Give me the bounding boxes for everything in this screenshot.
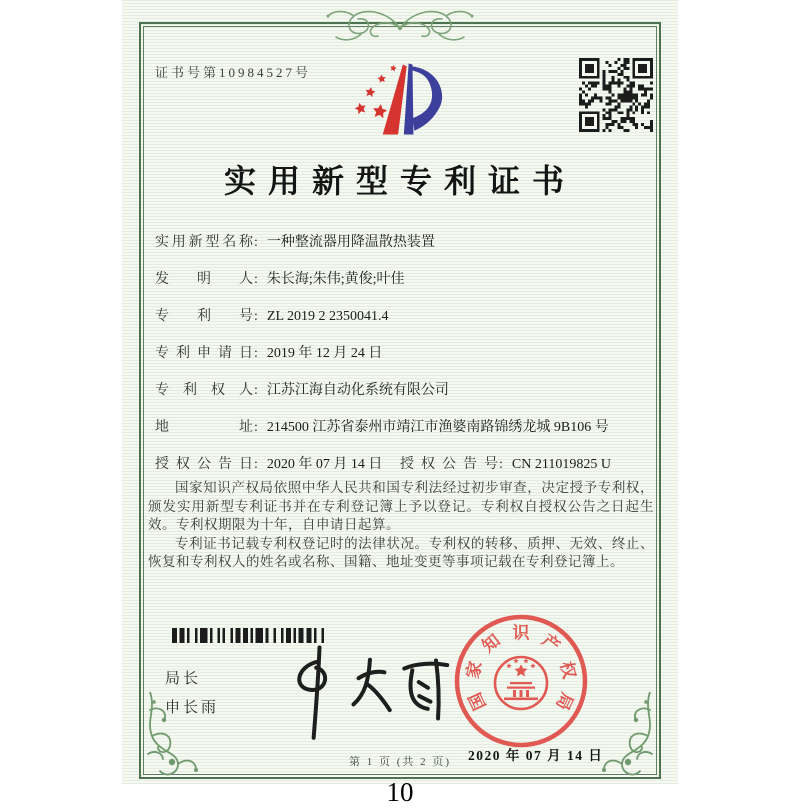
page-info: 第 1 页 (共 2 页) bbox=[348, 756, 452, 768]
legal-text bbox=[148, 479, 654, 572]
svg-text:产: 产 bbox=[538, 630, 564, 657]
svg-text:识: 识 bbox=[512, 623, 530, 643]
legal-paragraph-2: 专利证书记载专利权登记时的法律状况。专利权的转移、质押、无效、终止、恢复和专利权人的姓名或名称、国籍、地址变更等事项记载在专利登记簿上。 bbox=[148, 535, 654, 569]
field-colon: : bbox=[254, 457, 258, 472]
patentee: 江苏江海自动化系统有限公司 bbox=[266, 383, 449, 398]
officer-title: 局长 bbox=[165, 670, 202, 687]
grant-date: 2020 年 07 月 14 日 bbox=[266, 457, 383, 472]
certificate-page bbox=[122, 0, 678, 784]
svg-text:知: 知 bbox=[478, 630, 504, 657]
certificate-title: 实用新型专利证书 bbox=[223, 163, 576, 199]
svg-text:局: 局 bbox=[552, 689, 577, 714]
top-flourish-ornament bbox=[310, 4, 490, 46]
barcode-icon bbox=[172, 628, 324, 643]
field-row-filing-date bbox=[155, 342, 658, 362]
officer-signature-icon bbox=[265, 637, 463, 744]
svg-text:权: 权 bbox=[556, 659, 579, 681]
field-row-address bbox=[155, 416, 658, 436]
field-colon: : bbox=[254, 235, 258, 250]
qr-code-icon bbox=[579, 58, 653, 132]
field-colon: : bbox=[254, 420, 258, 435]
official-seal-icon bbox=[450, 610, 592, 752]
grant-number: CN 211019825 U bbox=[511, 457, 611, 472]
field-label: 专利申请日 bbox=[155, 346, 253, 361]
svg-text:家: 家 bbox=[463, 659, 486, 681]
field-label: 专利权人 bbox=[155, 383, 253, 398]
officer-name: 申长雨 bbox=[165, 699, 220, 716]
field-label: 发明人 bbox=[155, 272, 253, 287]
utility-model-name: 一种整流器用降温散热装置 bbox=[266, 235, 435, 250]
field-label: 专利号 bbox=[155, 309, 253, 324]
grant-number-pair bbox=[400, 453, 611, 473]
officer-block bbox=[165, 664, 219, 722]
field-colon: : bbox=[254, 272, 258, 287]
inventors: 朱长海;朱伟;黄俊;叶佳 bbox=[266, 272, 405, 287]
field-colon: : bbox=[254, 309, 258, 324]
seal-date: 2020 年 07 月 14 日 bbox=[468, 748, 604, 763]
patent-number: ZL 2019 2 2350041.4 bbox=[266, 309, 389, 324]
legal-paragraph-1: 国家知识产权局依照中华人民共和国专利法经过初步审查，决定授予专利权，颁发实用新型专利证书并在专利登记簿上予以登记。专利权自授权公告之日起生效。专利权期限为十年，自申请日起算。 bbox=[148, 480, 654, 532]
field-row-grant bbox=[155, 453, 658, 473]
field-label: 地址 bbox=[155, 420, 253, 435]
field-colon: : bbox=[499, 457, 503, 472]
certificate-number: 证书号第10984527号 bbox=[155, 65, 312, 80]
field-row-name bbox=[155, 231, 658, 251]
address: 214500 江苏省泰州市靖江市渔婆南路锦绣龙城 9B106 号 bbox=[266, 420, 609, 435]
field-label: 授权公告日 bbox=[155, 457, 253, 472]
cnipa-patent-logo-icon bbox=[352, 58, 448, 142]
field-row-patentee bbox=[155, 379, 658, 399]
field-row-inventors bbox=[155, 268, 658, 288]
field-colon: : bbox=[254, 383, 258, 398]
filing-date: 2019 年 12 月 24 日 bbox=[266, 346, 383, 361]
field-row-patent-no bbox=[155, 305, 658, 325]
patent-fields bbox=[155, 231, 658, 473]
field-colon: : bbox=[254, 346, 258, 361]
svg-text:国: 国 bbox=[465, 689, 490, 714]
field-label: 授权公告号 bbox=[400, 457, 498, 472]
page-number: 10 bbox=[386, 777, 414, 807]
field-label: 实用新型名称 bbox=[155, 235, 253, 250]
